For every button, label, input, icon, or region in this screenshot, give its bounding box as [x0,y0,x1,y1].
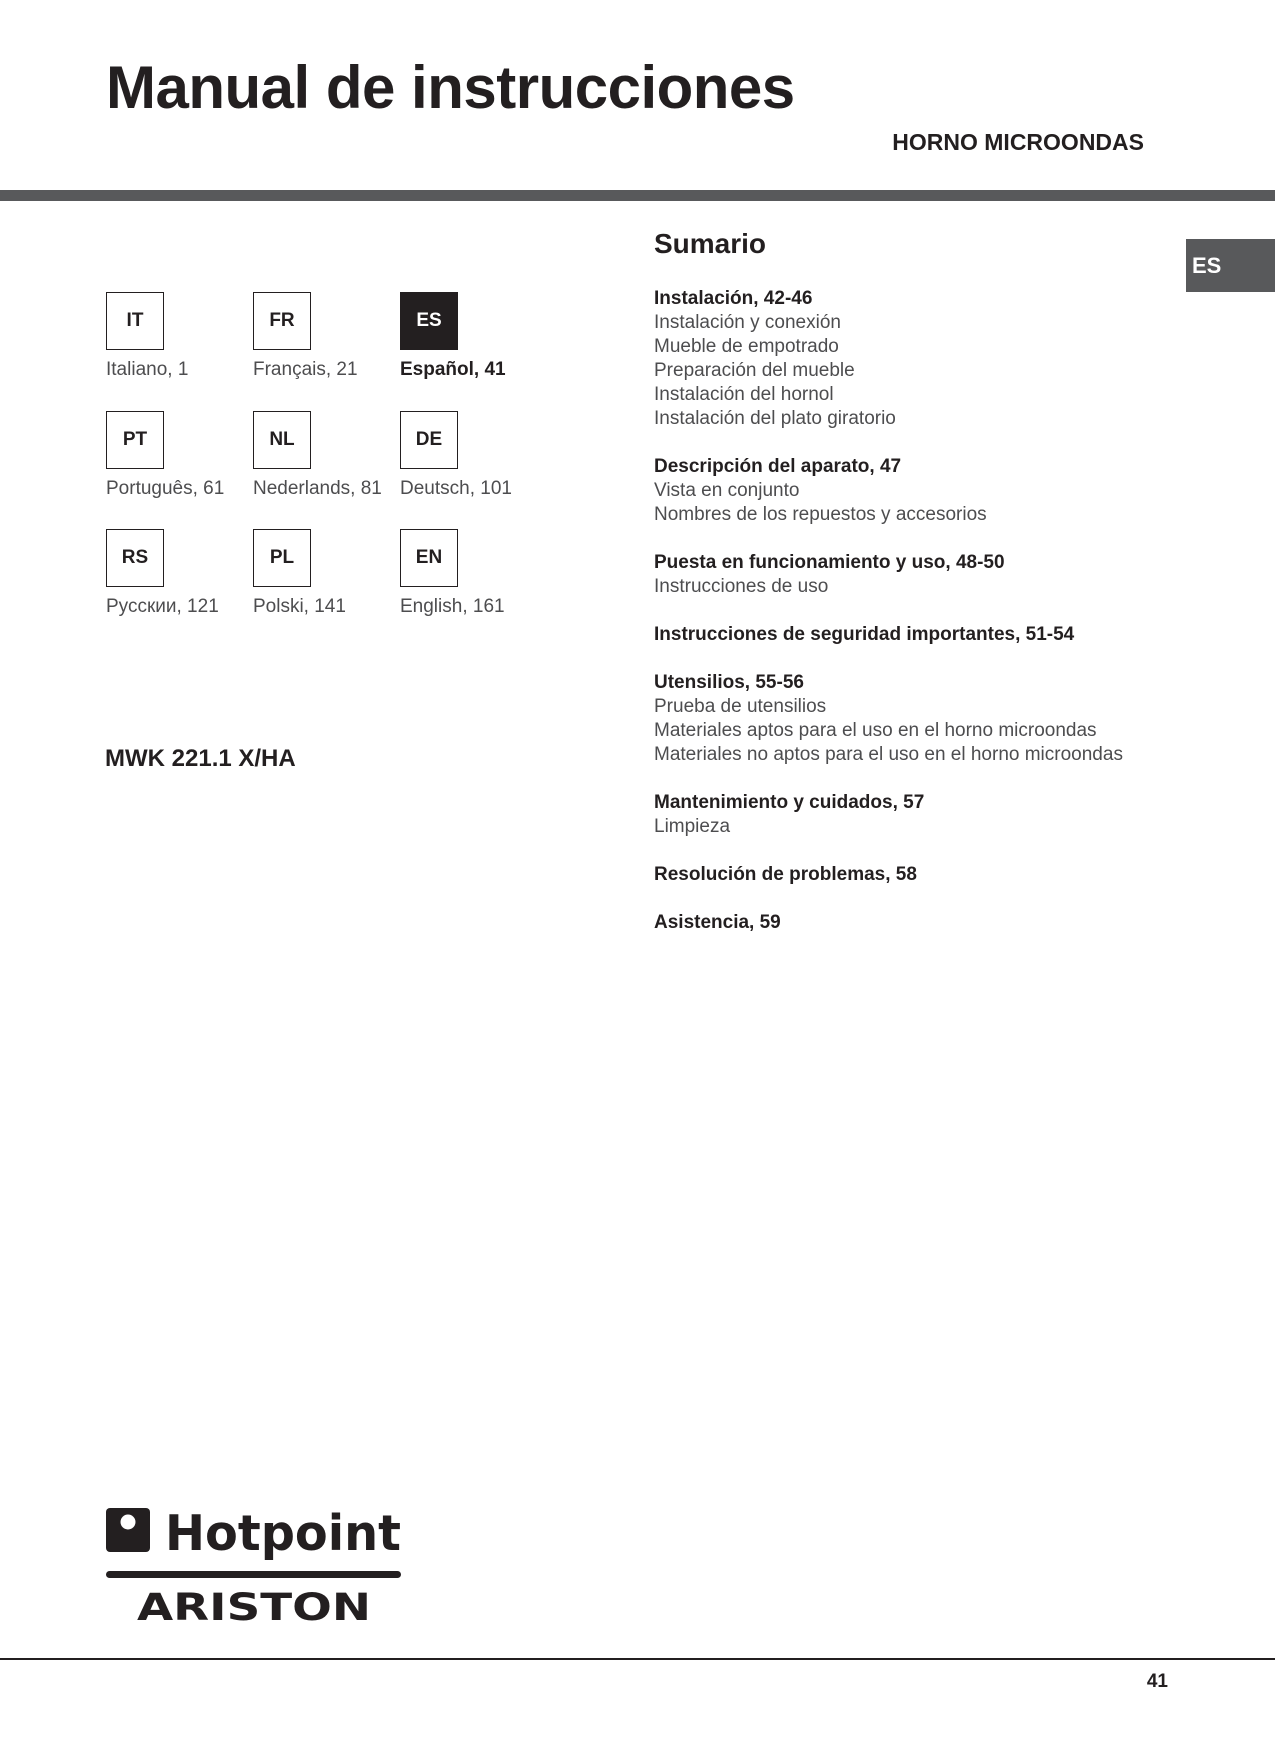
toc-item[interactable]: Prueba de utensilios [654,696,827,718]
toc-section-mantenimiento [654,791,1174,839]
language-item-de[interactable] [400,411,550,500]
document-title: Manual de instrucciones [106,54,795,121]
toc-item[interactable]: Materiales no aptos para el uso en el horno microondas [654,744,1123,766]
toc-item[interactable]: Mueble de empotrado [654,336,839,358]
language-item-pl[interactable] [253,529,403,618]
toc-item[interactable]: Instalación del plato giratorio [654,408,896,430]
language-label[interactable]: Français, 21 [253,359,358,380]
toc-item[interactable]: Instalación y conexión [654,312,841,334]
toc-item[interactable]: Preparación del mueble [654,360,855,382]
language-item-rs[interactable] [106,529,256,618]
toc-section-seguridad [654,623,1174,647]
product-type: HORNO MICROONDAS [892,129,1144,155]
page-number: 41 [1146,1671,1168,1692]
brand-line1: Hotpoint [165,1505,401,1562]
language-label[interactable]: Polski, 141 [253,596,346,617]
language-code-box[interactable]: PL [253,529,311,587]
language-code-box[interactable]: DE [400,411,458,469]
toc-item[interactable]: Vista en conjunto [654,480,800,502]
toc-section-title[interactable]: Descripción del aparato, 47 [654,456,902,478]
toc-section-title[interactable]: Puesta en funcionamiento y uso, 48-50 [654,552,1005,574]
toc-item[interactable]: Instrucciones de uso [654,576,829,598]
language-item-en[interactable] [400,529,550,618]
language-label[interactable]: English, 161 [400,596,505,617]
toc-section-asistencia [654,911,1174,935]
table-of-contents [654,228,1174,959]
toc-section-descripcion [654,455,1174,527]
language-code-box[interactable]: FR [253,292,311,350]
language-item-pt[interactable] [106,411,256,500]
language-item-es[interactable] [400,292,550,381]
toc-section-title[interactable]: Mantenimiento y cuidados, 57 [654,792,925,814]
language-item-fr[interactable] [253,292,403,381]
toc-section-utensilios [654,671,1174,767]
language-label[interactable]: Nederlands, 81 [253,478,382,499]
toc-section-resolucion [654,863,1174,887]
toc-item[interactable]: Nombres de los repuestos y accesorios [654,504,987,526]
language-label[interactable]: Português, 61 [106,478,225,499]
model-number: MWK 221.1 X/HA [105,745,296,772]
toc-section-puesta-en-funcionamiento [654,551,1174,599]
language-item-nl[interactable] [253,411,403,500]
toc-section-title[interactable]: Instalación, 42-46 [654,288,813,310]
language-label[interactable]: Español, 41 [400,359,506,380]
toc-section-instalacion [654,287,1174,431]
toc-section-title[interactable]: Utensilios, 55-56 [654,672,804,694]
toc-item[interactable]: Limpieza [654,816,731,838]
language-tab: ES [1186,239,1275,292]
brand-line2: ARISTON [137,1586,371,1628]
language-code-box[interactable]: RS [106,529,164,587]
toc-section-title[interactable]: Instrucciones de seguridad importantes, 51-54 [654,624,1075,646]
language-code-box[interactable]: PT [106,411,164,469]
language-item-it[interactable] [106,292,256,381]
header-divider [0,190,1275,201]
language-code-box[interactable]: NL [253,411,311,469]
toc-heading: Sumario [654,228,767,259]
language-label[interactable]: Italiano, 1 [106,359,189,380]
language-code-box[interactable]: EN [400,529,458,587]
hotpoint-ariston-logo [106,1498,401,1628]
language-label[interactable]: Русскии, 121 [106,596,219,617]
language-label[interactable]: Deutsch, 101 [400,478,512,499]
toc-section-title[interactable]: Asistencia, 59 [654,912,781,934]
language-code-box[interactable]: ES [400,292,458,350]
footer-divider [0,1658,1275,1660]
language-code-box[interactable]: IT [106,292,164,350]
toc-item[interactable]: Materiales aptos para el uso en el horno microondas [654,720,1097,742]
toc-item[interactable]: Instalación del hornol [654,384,834,406]
toc-section-title[interactable]: Resolución de problemas, 58 [654,864,917,886]
